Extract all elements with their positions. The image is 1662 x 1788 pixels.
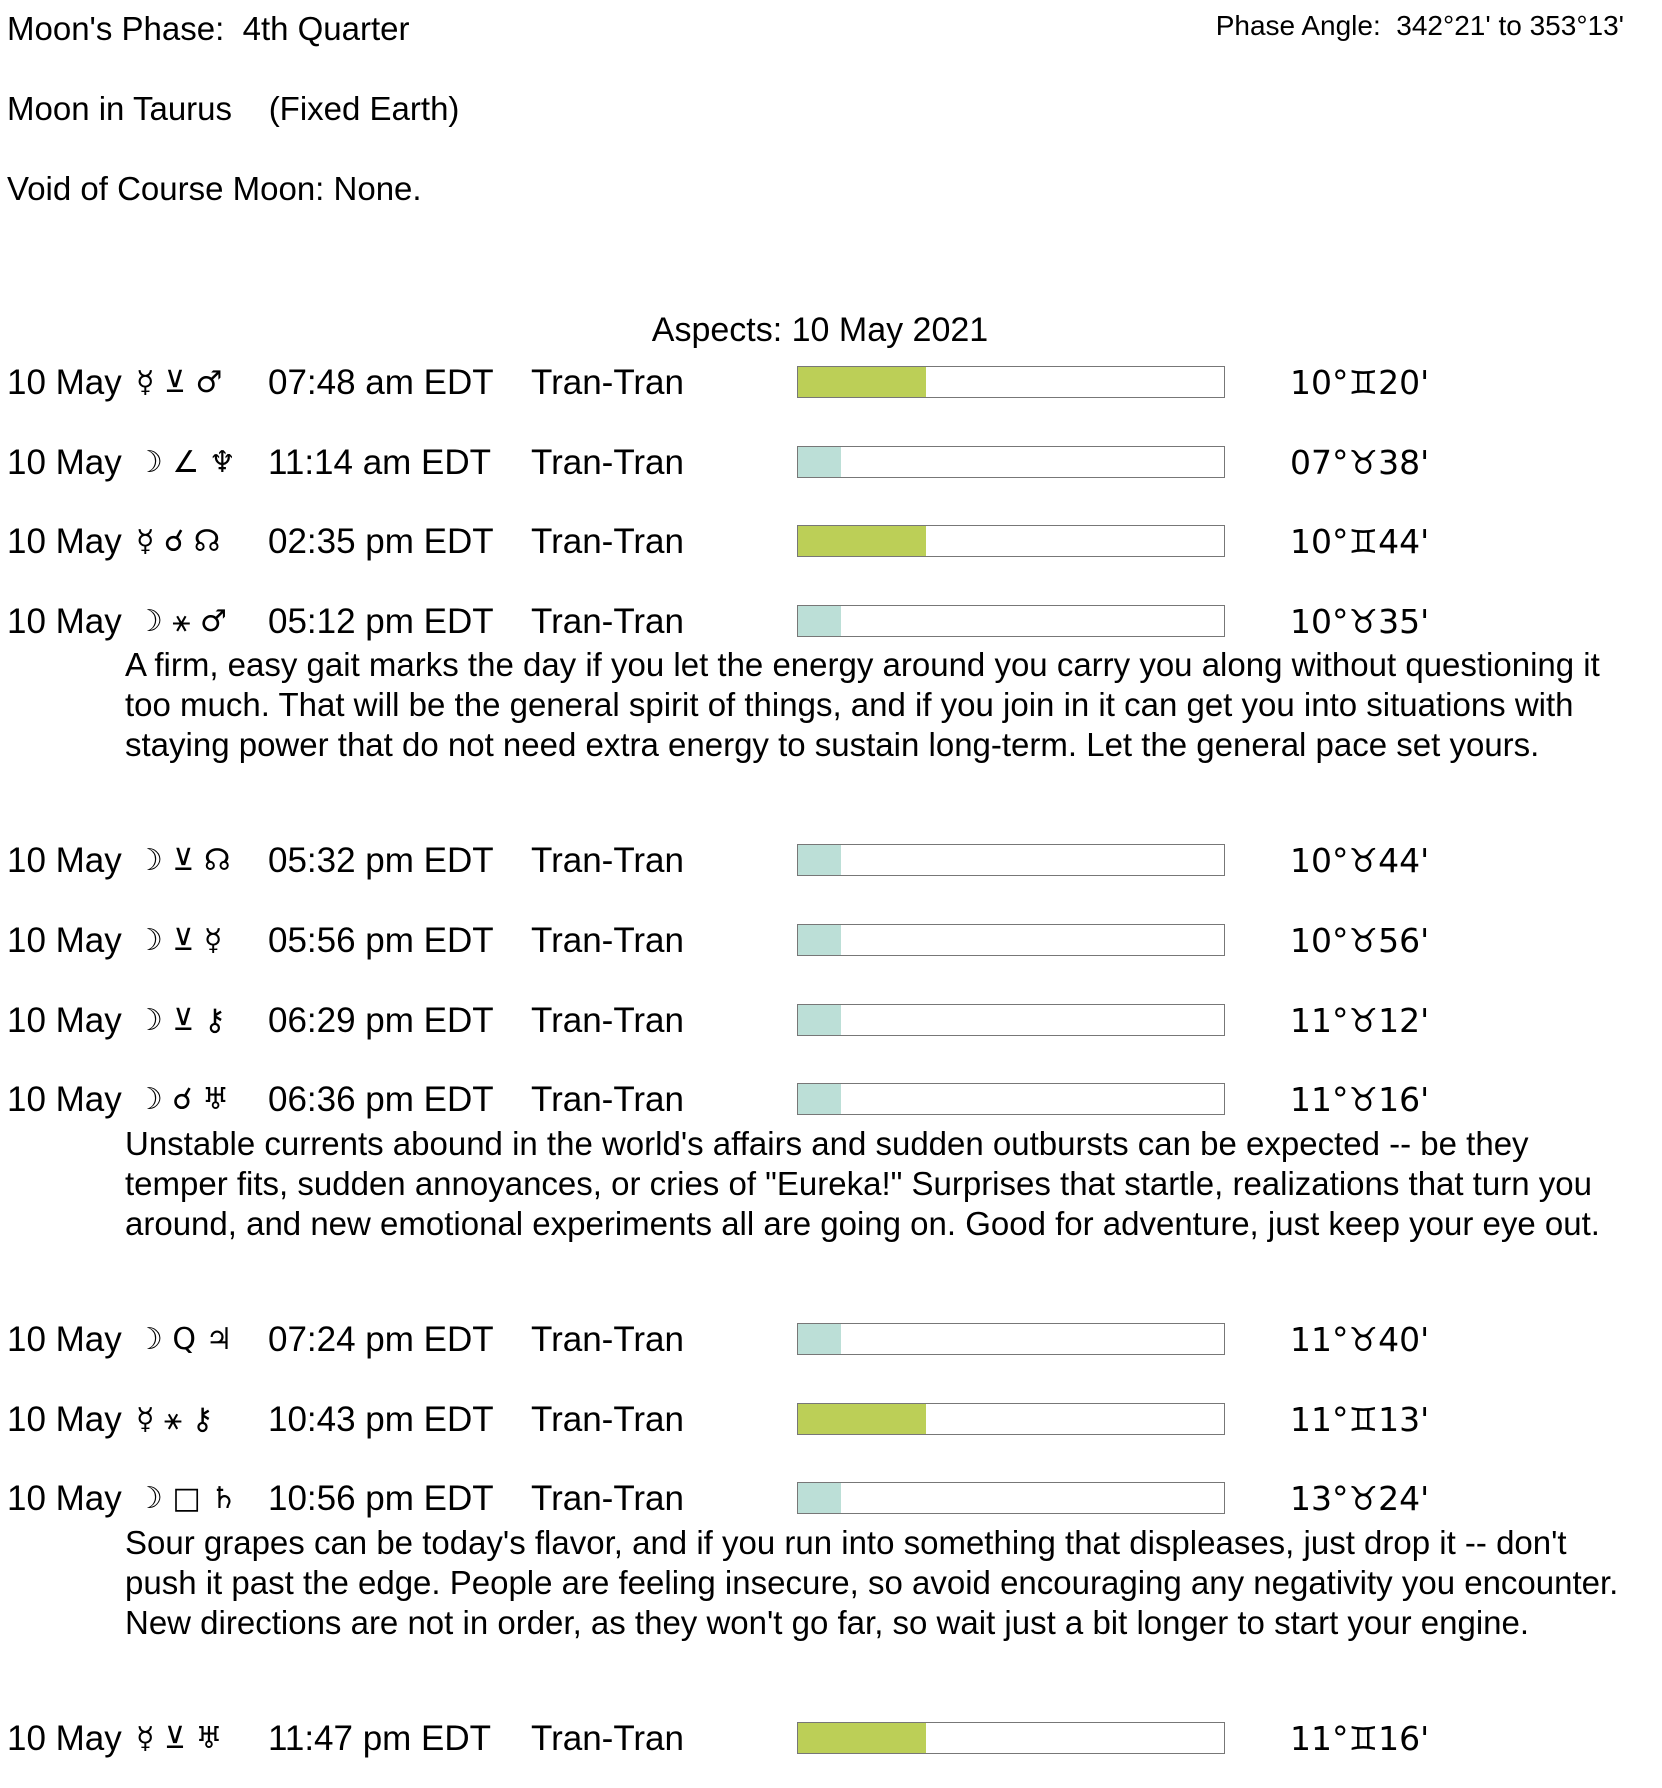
aspect-glyphs: ☽ □ ♄	[136, 1481, 238, 1516]
aspect-glyphs: ☿ ⊻ ♅	[136, 1721, 223, 1756]
strength-bar-fill	[798, 1084, 841, 1114]
aspect-time: 07:24 pm EDT	[268, 1320, 494, 1359]
strength-bar-fill	[798, 1404, 926, 1434]
strength-bar-fill	[798, 845, 841, 875]
aspect-time: 07:48 am EDT	[268, 363, 494, 402]
strength-bar-fill	[798, 1324, 841, 1354]
aspect-time: 06:36 pm EDT	[268, 1080, 494, 1119]
aspect-position: 10°♉35'	[1290, 602, 1430, 641]
phase-angle: Phase Angle: 342°21' to 353°13'	[1215, 10, 1624, 41]
strength-bar	[797, 525, 1225, 557]
aspect-position: 10°♉56'	[1290, 921, 1430, 960]
aspect-date: 10 May	[7, 443, 122, 482]
aspect-description: Unstable currents abound in the world's affairs and sudden outbursts can be expected -- be they temper fits, sudden annoyances, or cries of "Eureka!" Surprises that startle, realizations that turn you around, and new emotional experiments all are going on. Good for adventure, just keep your eye out.	[125, 1125, 1600, 1242]
aspect-glyphs: ☽ ⊻ ⚷	[136, 1003, 226, 1038]
aspect-position: 11°♉12'	[1290, 1001, 1430, 1040]
aspect-glyphs: ☿ ☌ ☊	[136, 524, 221, 559]
aspect-date: 10 May	[7, 921, 122, 960]
aspect-row	[0, 1479, 1662, 1519]
moon-sign: Moon in Taurus (Fixed Earth)	[7, 90, 460, 127]
aspect-type: Tran-Tran	[531, 921, 684, 960]
strength-bar	[797, 1004, 1225, 1036]
aspect-type: Tran-Tran	[531, 443, 684, 482]
aspects-title: Aspects: 10 May 2021	[651, 311, 989, 349]
aspect-glyphs: ☽ ☌ ♅	[136, 1082, 230, 1117]
aspect-row	[0, 1400, 1662, 1440]
aspect-position: 10°♉44'	[1290, 841, 1430, 880]
strength-bar	[797, 605, 1225, 637]
aspect-time: 06:29 pm EDT	[268, 1001, 494, 1040]
aspect-type: Tran-Tran	[531, 1719, 684, 1758]
strength-bar	[797, 844, 1225, 876]
aspect-row	[0, 363, 1662, 403]
aspect-date: 10 May	[7, 1080, 122, 1119]
aspect-position: 11°♊16'	[1290, 1719, 1430, 1758]
aspect-type: Tran-Tran	[531, 841, 684, 880]
aspect-glyphs: ☿ ⚹ ⚷	[136, 1402, 214, 1437]
aspect-description: Sour grapes can be today's flavor, and if you run into something that displeases, just drop it -- don't push it past the edge. People are feeling insecure, so avoid encouraging any negativity you encounter. New directions are not in order, as they won't go far, so wait just a bit longer to start your engine.	[125, 1524, 1619, 1641]
aspect-type: Tran-Tran	[531, 1400, 684, 1439]
aspect-description: A firm, easy gait marks the day if you let the energy around you carry you along without questioning it too much. That will be the general spirit of things, and if you join in it can get you into situations with staying power that do not need extra energy to sustain long-term. Let the general pace set yours.	[125, 646, 1600, 763]
aspect-date: 10 May	[7, 363, 122, 402]
aspect-position: 10°♊44'	[1290, 522, 1430, 561]
aspect-position: 07°♉38'	[1290, 443, 1430, 482]
aspect-type: Tran-Tran	[531, 602, 684, 641]
aspect-type: Tran-Tran	[531, 1320, 684, 1359]
strength-bar	[797, 924, 1225, 956]
aspect-row	[0, 443, 1662, 483]
aspect-row	[0, 522, 1662, 562]
strength-bar-fill	[798, 1005, 841, 1035]
aspect-glyphs: ☽ Q ♃	[136, 1322, 233, 1357]
aspect-date: 10 May	[7, 602, 122, 641]
aspect-row	[0, 602, 1662, 642]
aspect-time: 05:32 pm EDT	[268, 841, 494, 880]
aspect-time: 10:43 pm EDT	[268, 1400, 494, 1439]
strength-bar	[797, 1403, 1225, 1435]
aspect-time: 05:56 pm EDT	[268, 921, 494, 960]
strength-bar	[797, 1323, 1225, 1355]
strength-bar	[797, 446, 1225, 478]
strength-bar-fill	[798, 367, 926, 397]
aspect-glyphs: ☽ ∠ ♆	[136, 445, 236, 480]
aspect-row	[0, 1320, 1662, 1360]
strength-bar	[797, 1482, 1225, 1514]
aspect-position: 11°♉40'	[1290, 1320, 1430, 1359]
aspect-date: 10 May	[7, 1320, 122, 1359]
aspect-time: 11:14 am EDT	[268, 443, 492, 482]
strength-bar-fill	[798, 526, 926, 556]
aspect-row	[0, 1001, 1662, 1041]
aspect-date: 10 May	[7, 1719, 122, 1758]
strength-bar-fill	[798, 1483, 841, 1513]
aspect-type: Tran-Tran	[531, 363, 684, 402]
aspect-date: 10 May	[7, 1400, 122, 1439]
aspect-type: Tran-Tran	[531, 1479, 684, 1518]
aspect-date: 10 May	[7, 1479, 122, 1518]
aspect-glyphs: ☿ ⊻ ♂	[136, 365, 223, 400]
strength-bar-fill	[798, 1723, 926, 1753]
aspect-time: 10:56 pm EDT	[268, 1479, 494, 1518]
strength-bar	[797, 366, 1225, 398]
aspect-position: 11°♉16'	[1290, 1080, 1430, 1119]
aspect-date: 10 May	[7, 841, 122, 880]
aspect-date: 10 May	[7, 522, 122, 561]
aspect-glyphs: ☽ ⚹ ♂	[136, 604, 227, 639]
strength-bar-fill	[798, 447, 841, 477]
void-of-course: Void of Course Moon: None.	[7, 170, 422, 207]
aspect-type: Tran-Tran	[531, 1080, 684, 1119]
strength-bar	[797, 1722, 1225, 1754]
aspect-time: 11:47 pm EDT	[268, 1719, 492, 1758]
aspect-type: Tran-Tran	[531, 1001, 684, 1040]
aspect-row	[0, 841, 1662, 881]
moon-phase: Moon's Phase: 4th Quarter	[7, 10, 410, 47]
strength-bar	[797, 1083, 1225, 1115]
aspect-position: 11°♊13'	[1290, 1400, 1430, 1439]
aspect-time: 02:35 pm EDT	[268, 522, 494, 561]
aspect-row	[0, 1719, 1662, 1759]
strength-bar-fill	[798, 606, 841, 636]
aspect-type: Tran-Tran	[531, 522, 684, 561]
aspect-time: 05:12 pm EDT	[268, 602, 494, 641]
aspect-glyphs: ☽ ⊻ ☊	[136, 843, 231, 878]
aspect-row	[0, 921, 1662, 961]
aspect-date: 10 May	[7, 1001, 122, 1040]
aspect-position: 13°♉24'	[1290, 1479, 1430, 1518]
aspect-position: 10°♊20'	[1290, 363, 1430, 402]
strength-bar-fill	[798, 925, 841, 955]
aspect-row	[0, 1080, 1662, 1120]
aspect-glyphs: ☽ ⊻ ☿	[136, 923, 223, 958]
